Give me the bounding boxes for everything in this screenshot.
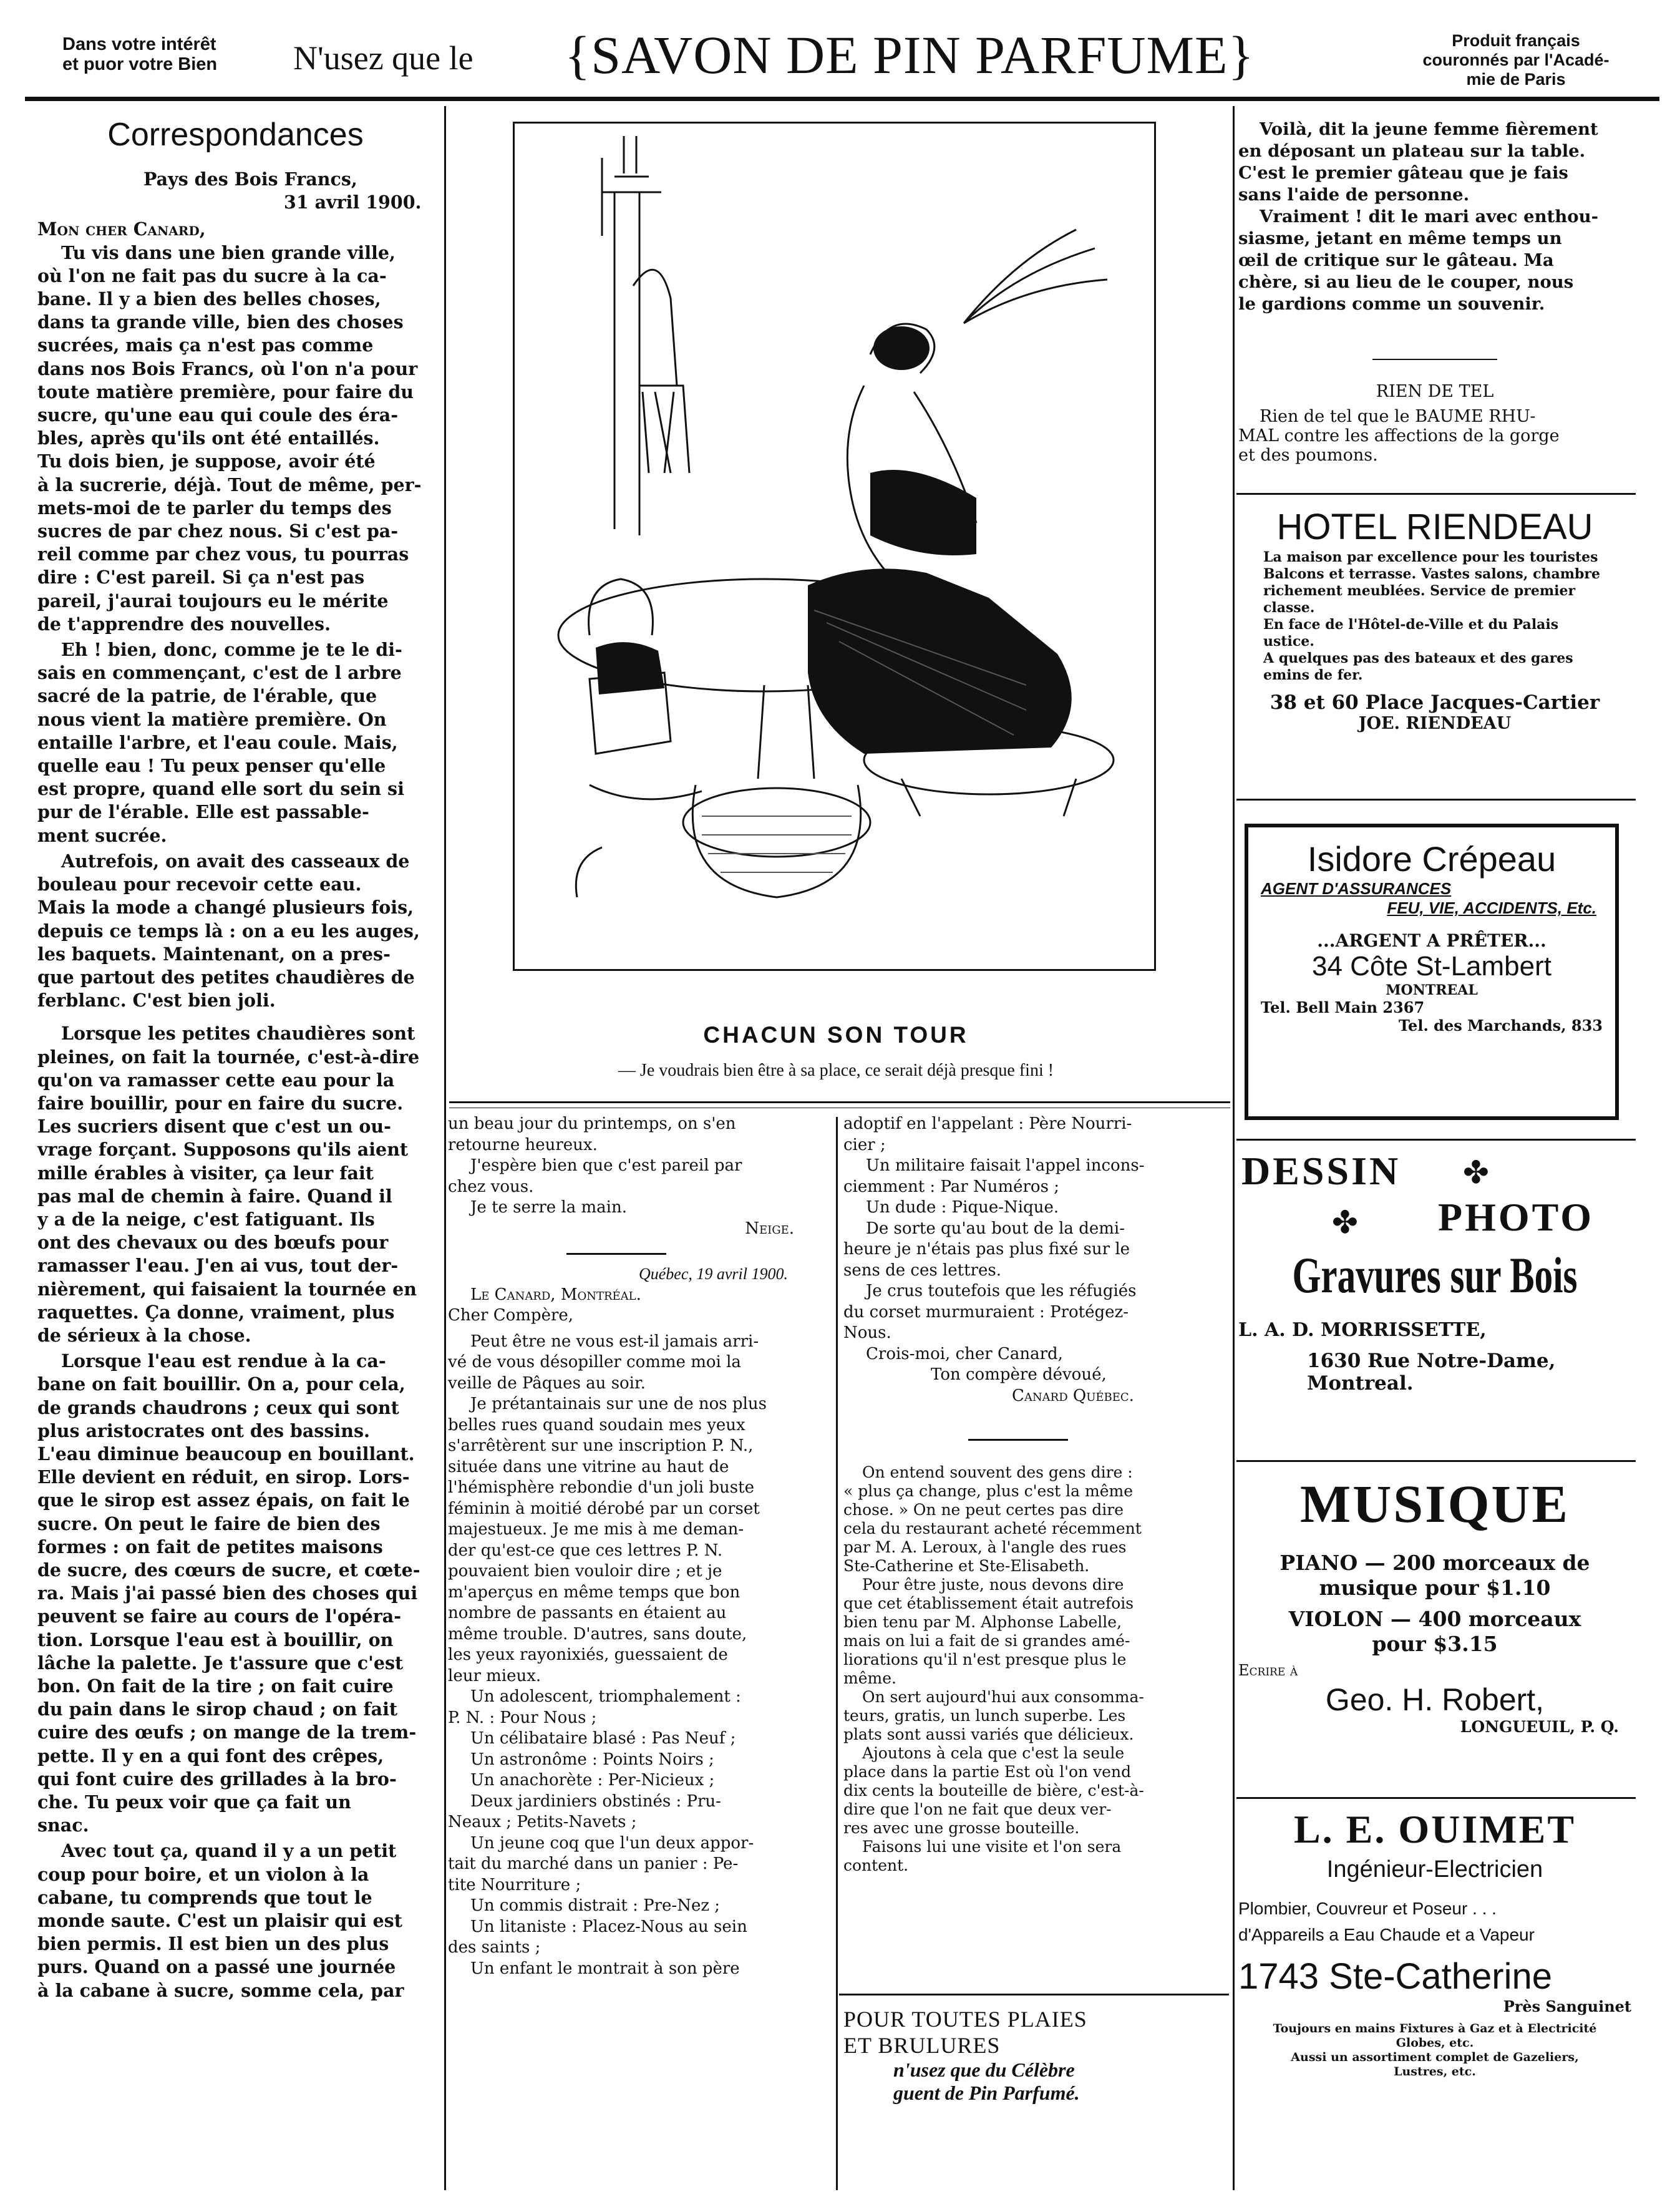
letter-end-text: un beau jour du printemps, on s'en retourne heureux.	[448, 1114, 736, 1154]
letter2-item: Un célibataire blasé : Pas Neuf ;	[470, 1729, 736, 1748]
notice-paragraph: Ajoutons à cela que c'est la seule place dans la partie Est où l'on vend dix cents la bouteille de bière, c'est-à- dire que l'on ne fait que deux ver- res avec une grosse bouteille.	[843, 1744, 1144, 1837]
musique-piano: PIANO — 200 morceaux de musique pour $1.10	[1279, 1551, 1590, 1600]
masthead-left: Dans votre intérêt et puor votre Bien	[62, 34, 218, 74]
cartoon-rule	[449, 1101, 1230, 1103]
letter2-item: Un litaniste : Placez-Nous au sein des saints ;	[448, 1917, 747, 1957]
ad-rule	[1236, 1460, 1636, 1462]
letter-paragraph: Autrefois, on avait des casseaux de bouleau pour recevoir cette eau. Mais la mode a changé plusieurs fois, depuis ce temps là : on a eu les auges, les baquets. Maintenant, on a pres- que partout des petites chaudières de ferblanc. C'est bien joli.	[37, 850, 420, 1011]
ad-plaies-line3: n'usez que du Célèbre	[893, 2059, 1075, 2081]
letter2-item: Un adolescent, triomphalement : P. N. : Pour Nous ;	[448, 1687, 741, 1727]
hotel-text: En face de l'Hôtel-de-Ville et du Palais ustice.	[1263, 616, 1559, 650]
cartoon-title: CHACUN SON TOUR	[703, 1022, 969, 1048]
ad-plaies-line4: guent de Pin Parfumé.	[893, 2082, 1080, 2104]
crepeau-loan: ...ARGENT A PRÊTER...	[1317, 930, 1546, 951]
photo-word: PHOTO	[1438, 1195, 1594, 1239]
ornament-icon: ✤	[1463, 1154, 1489, 1191]
ouimet-note: Toujours en mains Fixtures à Gaz et à Electricité Globes, etc.	[1273, 2022, 1597, 2050]
letter2-item: Un astronôme : Points Noirs ;	[470, 1750, 714, 1769]
letter2-signature: Canard Québec.	[1012, 1386, 1134, 1405]
cartoon-caption: — Je voudrais bien être à sa place, ce serait déjà presque fini !	[618, 1061, 1054, 1080]
masthead-middle: N'usez que le	[293, 39, 473, 77]
crepeau-city: MONTREAL	[1386, 982, 1478, 998]
ad-hotel-riendeau	[1238, 505, 1631, 733]
middle-column-b	[843, 1114, 1224, 1875]
column-divider-1	[444, 106, 446, 2190]
ad-plaies-line1: POUR TOUTES PLAIES	[843, 2007, 1087, 2032]
ouimet-services: Plombier, Couvreur et Poseur . . . d'Appareils a Eau Chaude et a Vapeur	[1238, 1899, 1535, 1944]
crepeau-role: AGENT D'ASSURANCES	[1261, 879, 1452, 898]
section-title: Correspondances	[107, 117, 364, 153]
ad-rule	[1236, 1797, 1636, 1799]
ad-rule	[1236, 1139, 1636, 1141]
ad-musique	[1238, 1469, 1631, 1736]
letter2-item: De sorte qu'au bout de la demi- heure je n'étais pas plus fixé sur le sens de ces lettres.	[843, 1219, 1130, 1280]
musique-ecrire: Ecrire à	[1238, 1662, 1298, 1679]
hotel-text: A quelques pas des bateaux et des gares emins de fer.	[1263, 650, 1573, 683]
letter2-item: Un commis distrait : Pre-Nez ;	[470, 1896, 721, 1915]
column-divider-2	[836, 1117, 838, 2190]
middle-column-a	[448, 1114, 825, 1979]
letter-pays-des-bois-francs	[37, 115, 434, 2002]
ad-plaies-line2: ET BRULURES	[843, 2033, 1001, 2058]
masthead-rule	[25, 97, 1659, 101]
notice-paragraph: Faisons lui une visite et l'on sera content.	[843, 1838, 1122, 1874]
masthead-brand: {SAVON DE PIN PARFUME}	[565, 25, 1255, 85]
letter-place: Pays des Bois Francs,	[143, 168, 357, 190]
letter2-item: Je crus toutefois que les réfugiés du corset murmuraient : Protégez- Nous.	[843, 1282, 1137, 1342]
notice-paragraph: On sert aujourd'hui aux consomma- teurs, gratis, un lunch superbe. Les plats sont aussi variés que délicieux.	[843, 1688, 1144, 1743]
hotel-text: La maison par excellence pour les touristes Balcons et terrasse. Vastes salons, chambre richement meublées. Service de premier classe.	[1263, 549, 1600, 616]
cartoon-frame	[513, 122, 1156, 971]
short-rule	[1372, 359, 1497, 360]
hotel-address: 38 et 60 Place Jacques-Cartier	[1270, 691, 1600, 714]
anecdote-paragraph: Vraiment ! dit le mari avec enthou- siasme, jetant en même temps un œil de critique sur le gâteau. Ma chère, si au lieu de le couper, nous le gardions comme un souvenir.	[1238, 207, 1599, 314]
ouimet-near: Près Sanguinet	[1503, 1997, 1631, 2015]
letter-paragraph: Avec tout ça, quand il y a un petit coup pour boire, et un violon à la cabane, tu comprends que tout le monde saute. C'est un plaisir qui est bien permis. Il est bien un des plus purs. Quand on a passé une journée à la cabane à sucre, somme cela, par	[37, 1840, 404, 2001]
crepeau-tel1: Tel. Bell Main 2367	[1261, 998, 1425, 1016]
ad-rule	[1236, 493, 1636, 495]
crepeau-address: 34 Côte St-Lambert	[1312, 951, 1551, 982]
masthead-right: Produit français couronnés par l'Acadé- mie de Paris	[1422, 31, 1610, 89]
ouimet-note: Aussi un assortiment complet de Gazeliers, Lustres, etc.	[1291, 2050, 1579, 2078]
short-rule	[968, 1439, 1068, 1441]
cartoon-illustration	[515, 124, 1154, 969]
letter2-item: Crois-moi, cher Canard,	[866, 1344, 1063, 1363]
ad-rule	[1236, 799, 1636, 801]
letter-paragraph: Tu vis dans une bien grande ville, où l'on ne fait pas du sucre à la ca- bane. Il y a bien des belles choses, dans ta grande ville, bien des choses sucrées, mais ça n'est pas comme dans nos Bois Francs, où l'on n'a pour toute matière première, pour faire du sucre, qu'une eau qui coule des éra- bles, après qu'ils ont été entaillés. Tu dois bien, je suppose, avoir été à la sucrerie, déjà. Tout de même, per- mets-moi de te parler du temps des sucres de par chez nous. Si c'est pa- reil comme par chez vous, tu pourras dire : C'est pareil. Si ça n'est pas pareil, j'aurai toujours eu le mérite de t'apprendre des nouvelles.	[37, 241, 422, 635]
rien-de-tel-title: RIEN DE TEL	[1376, 382, 1494, 401]
column-divider-3	[1233, 106, 1235, 2190]
crepeau-name: Isidore Crépeau	[1307, 839, 1556, 879]
ouimet-role: Ingénieur-Electricien	[1326, 1856, 1543, 1883]
rien-de-tel-text: Rien de tel que le BAUME RHU- MAL contre les affections de la gorge et des poumons.	[1238, 407, 1560, 465]
notice-paragraph: Pour être juste, nous devons dire que cet établissement était autrefois bien tenu par M. Alphonse Labelle, mais on lui a fait de si grandes amé- liorations qu'il n'est presque plus le même.	[843, 1576, 1134, 1687]
ouimet-name: L. E. OUIMET	[1293, 1807, 1576, 1851]
gravures-address: 1630 Rue Notre-Dame, Montreal.	[1307, 1350, 1556, 1395]
letter-date: 31 avril 1900.	[284, 192, 422, 213]
letter2-item: Deux jardiniers obstinés : Pru- Neaux ; Petits-Navets ;	[448, 1791, 721, 1831]
musique-title: MUSIQUE	[1300, 1474, 1570, 1534]
letter2-date: Québec, 19 avril 1900.	[638, 1265, 788, 1283]
letter2-closing: Ton compère dévoué,	[931, 1365, 1107, 1384]
hotel-owner: JOE. RIENDEAU	[1358, 714, 1512, 733]
letter2-item: adoptif en l'appelant : Père Nourri- cier ;	[843, 1114, 1132, 1154]
letter2-item: Un dude : Pique-Nique.	[866, 1198, 1059, 1217]
letter-signature: Neige.	[745, 1219, 794, 1238]
crepeau-tel2: Tel. des Marchands, 833	[1398, 1016, 1603, 1035]
musique-violon: VIOLON — 400 morceaux pour $3.15	[1288, 1607, 1581, 1656]
hotel-title: HOTEL RIENDEAU	[1276, 507, 1593, 547]
ad-ouimet	[1238, 1806, 1631, 2079]
gravures-name: L. A. D. MORRISSETTE,	[1238, 1319, 1487, 1341]
letter2-recipient: Le Canard, Montréal.	[470, 1285, 641, 1304]
crepeau-types: FEU, VIE, ACCIDENTS, Etc.	[1387, 899, 1596, 917]
letter2-paragraph: Peut être ne vous est-il jamais arri- vé de vous désopiller comme moi la veille de Pâques au soir.	[448, 1332, 759, 1393]
musique-city: LONGUEUIL, P. Q.	[1460, 1718, 1619, 1736]
letter2-paragraph: Je prétantainais sur une de nos plus belles rues quand soudain mes yeux s'arrêtèrent sur une inscription P. N., située dans une vitrine au haut de l'hémisphère rebondie d'un joli buste féminin à moitié dérobé par un corset majestueux. Je me mis à me deman- der qu'est-ce que ces lettres P. N. pouvaient bien vouloir dire ; et je m'aperçus en même temps que bon nombre de passants en étaient au même trouble. D'autres, sans doute, les yeux rayonixiés, guessaient de leur mieux.	[448, 1395, 767, 1685]
ouimet-address: 1743 Ste-Catherine	[1238, 1956, 1552, 1997]
musique-name: Geo. H. Robert,	[1325, 1682, 1545, 1717]
letter2-item: Un anachorète : Per-Nicieux ;	[470, 1771, 715, 1790]
letter-salutation: Mon cher Canard,	[37, 218, 206, 240]
dessin-word: DESSIN	[1241, 1149, 1401, 1193]
letter-end-p2: J'espère bien que c'est pareil par chez vous.	[448, 1156, 742, 1196]
ad-crepeau	[1245, 824, 1619, 1120]
ad-plaies	[843, 2006, 1224, 2105]
ad-rule	[839, 1994, 1229, 1995]
letter-end-p3: Je te serre la main.	[470, 1198, 627, 1217]
short-rule	[566, 1253, 666, 1255]
anecdote-paragraph: Voilà, dit la jeune femme fièrement en déposant un plateau sur la table. C'est le premier gâteau que je fais sans l'aide de personne.	[1238, 119, 1598, 205]
letter-paragraph: Eh ! bien, donc, comme je te le di- sais en commençant, c'est de l arbre sacré de la patrie, de l'érable, que nous vient la matière première. On entaille l'arbre, et l'eau coule. Mais, quelle eau ! Tu peux penser qu'elle est propre, quand elle sort du sein si pur de l'érable. Elle est passable- ment sucrée.	[37, 639, 404, 846]
ad-gravures	[1238, 1148, 1631, 1395]
letter-paragraph: Lorsque l'eau est rendue à la ca- bane on fait bouillir. On a, pour cela, de grands chaudrons ; ceux qui sont plus aristocrates ont des bassins. L'eau diminue beaucoup en bouillant. Elle devient en réduit, en sirop. Lors- que le sirop est assez épais, on fait le sucre. On peut le faire de bien des formes : on fait de petites maisons de sucre, des cœurs de sucre, et cœte- ra. Mais j'ai passé bien des choses qui peuvent se faire au cours de l'opéra- tion. Lorsque l'eau est à bouillir, on lâche la palette. Je t'assure que c'est bon. On fait de la tire ; on fait cuire du pain dans le sirop chaud ; on fait cuire des œufs ; on mange de la trem- pette. Il y en a qui font des crêpes, qui font cuire des grillades à la bro- che. Tu peux voir que ça fait un snac.	[37, 1350, 420, 1836]
gravures-title: Gravures sur Bois	[1292, 1247, 1578, 1303]
right-top-text	[1238, 119, 1631, 315]
letter2-greeting: Cher Compère,	[448, 1306, 574, 1325]
notice-paragraph: On entend souvent des gens dire : « plus ça change, plus c'est la même chose. » On ne peut certes pas dire cela du restaurant acheté récemment par M. A. Leroux, à l'angle des rues Ste-Catherine et Ste-Elisabeth.	[843, 1463, 1142, 1575]
letter2-item: Un enfant le montrait à son père	[470, 1959, 740, 1978]
letter-paragraph: Lorsque les petites chaudières sont pleines, on fait la tournée, c'est-à-dire qu'on va ramasser cette eau pour la faire bouillir, pour en faire du sucre. Les sucriers disent que c'est un ou- vrage forçant. Supposons qu'ils aient mille érables à visiter, ça leur fait pas mal de chemin à faire. Quand il y a de la neige, c'est fatiguant. Ils ont des chevaux ou des bœufs pour ramasser l'eau. J'en ai vus, tout der- nièrement, qui faisaient la tournée en raquettes. Ça donne, vraiment, plus de sérieux à la chose.	[37, 1023, 420, 1346]
letter2-item: Un jeune coq que l'un deux appor- tait du marché dans un panier : Pe- tite Nourriture ;	[448, 1833, 754, 1894]
ornament-icon: ✤	[1332, 1204, 1358, 1240]
letter2-item: Un militaire faisait l'appel incons- ciemment : Par Numéros ;	[843, 1156, 1145, 1196]
